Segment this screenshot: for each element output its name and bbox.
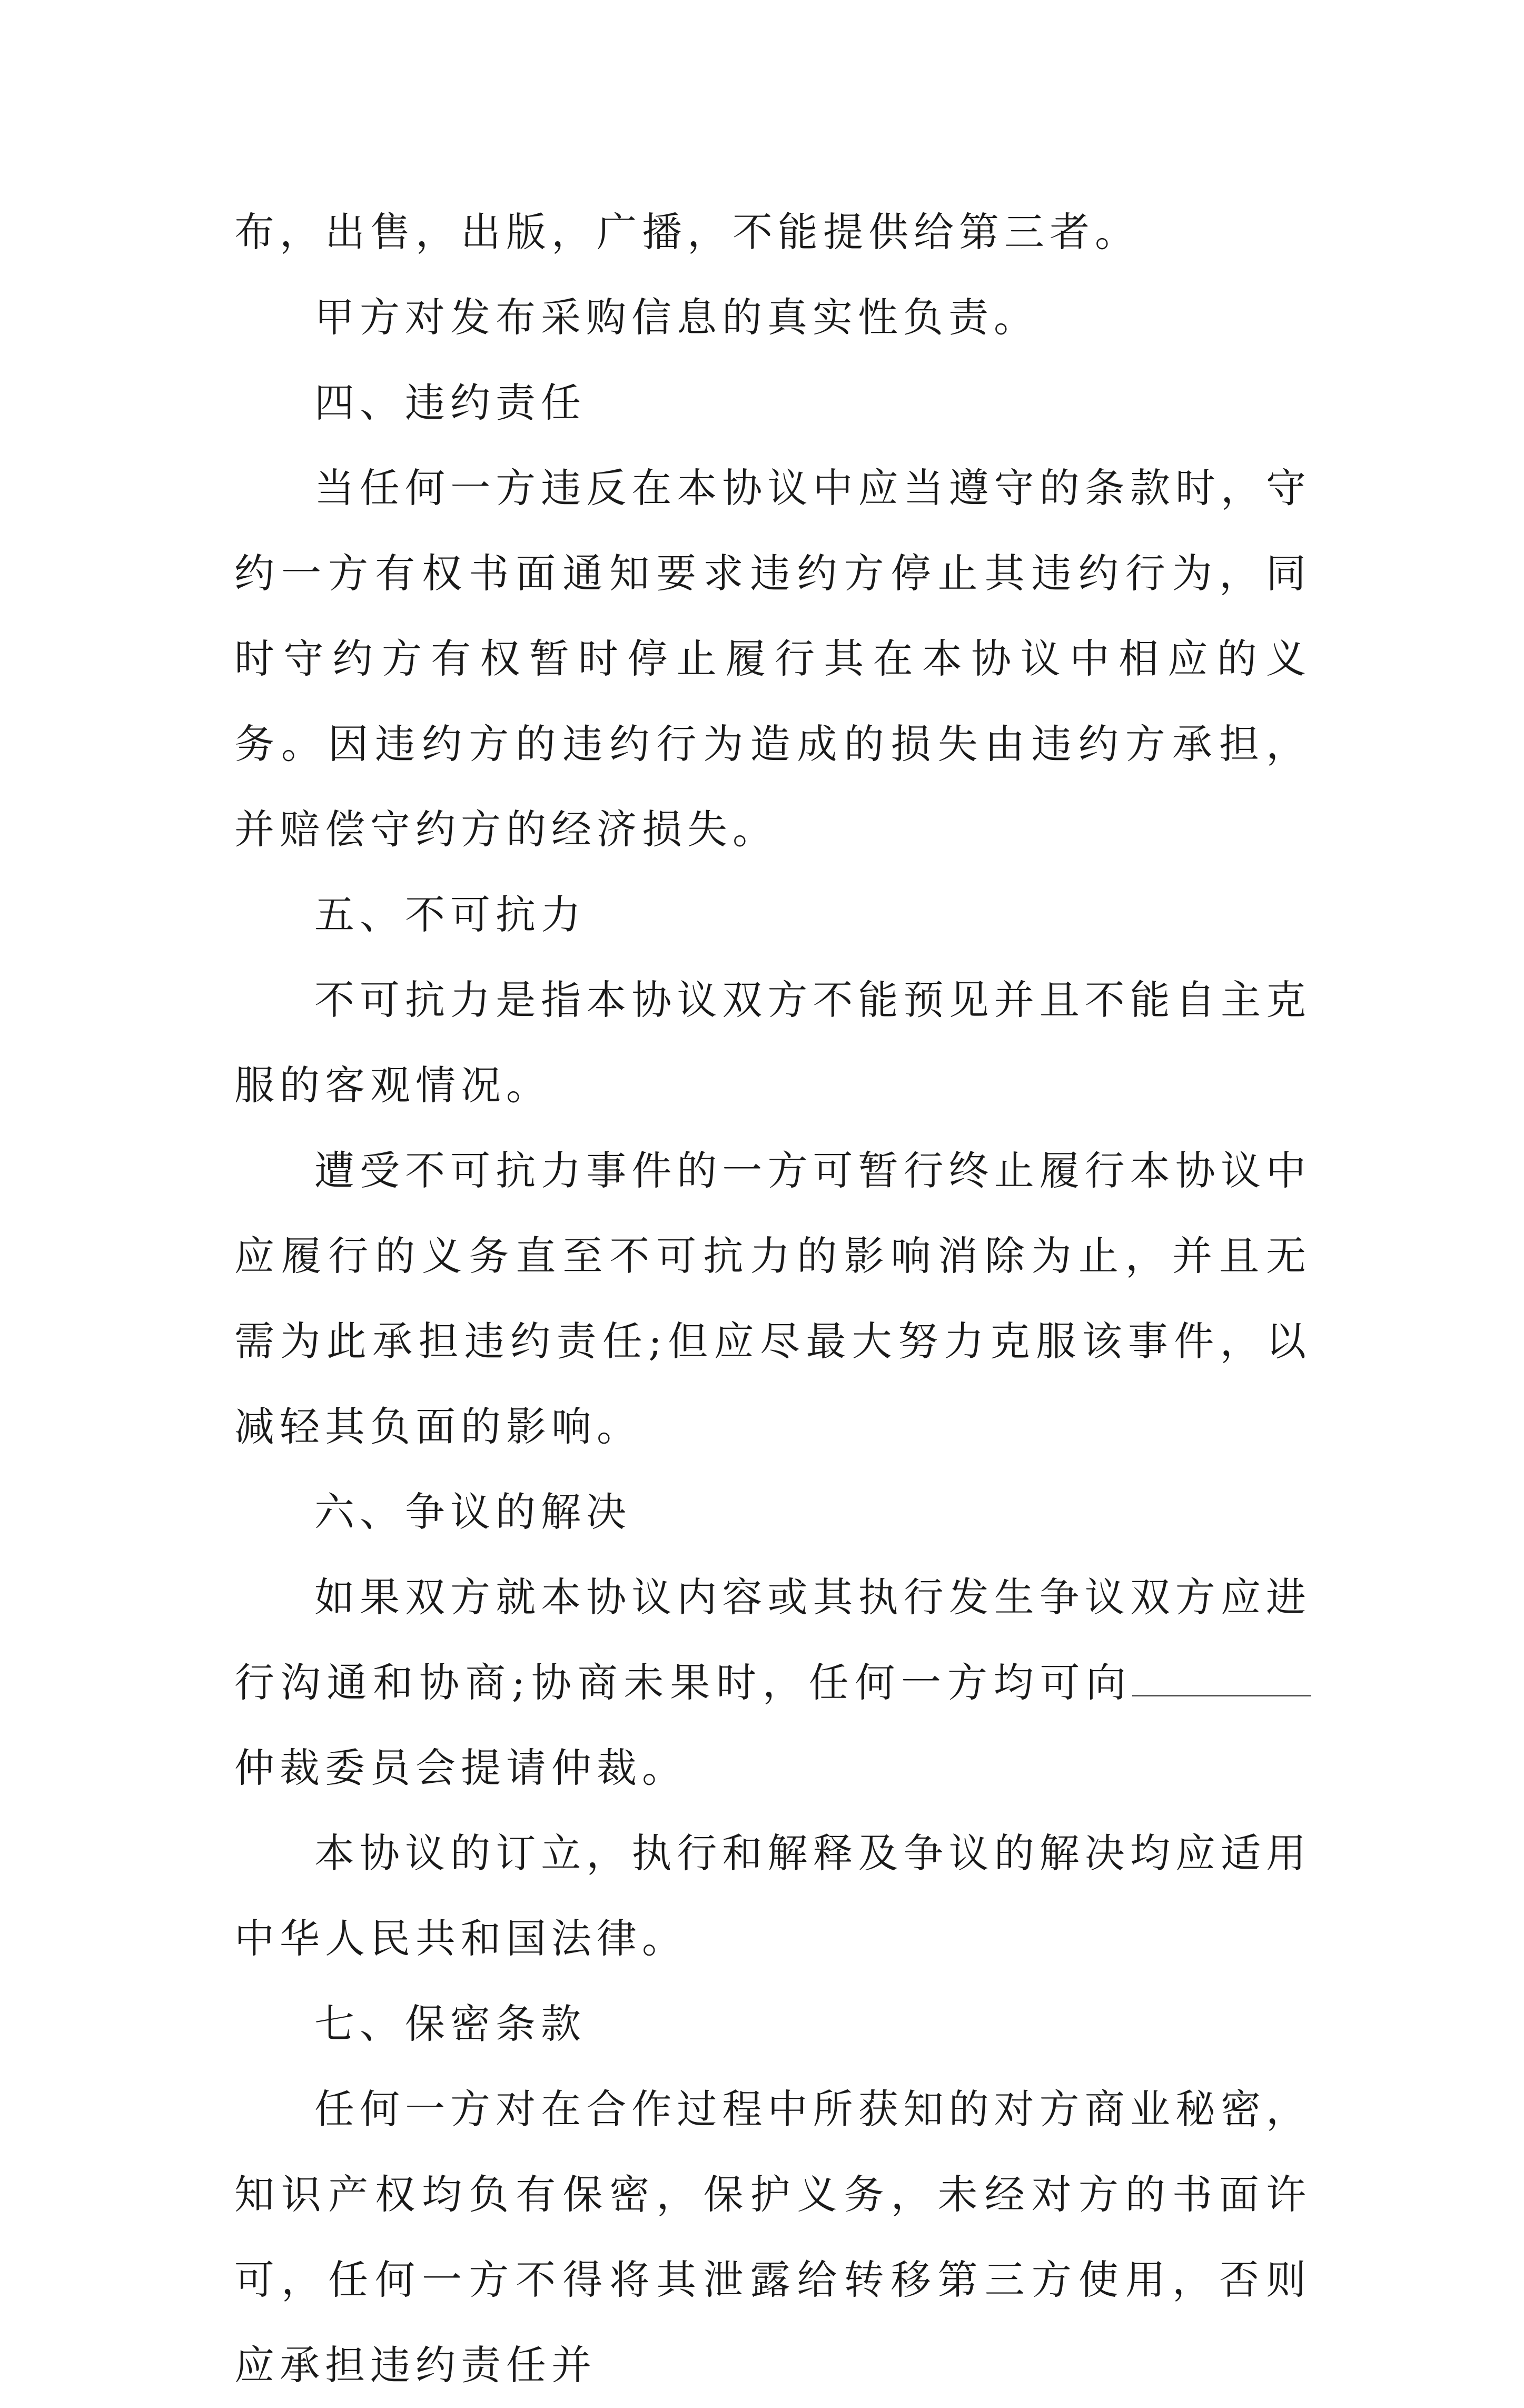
paragraph-continued: 布，出售，出版，广播，不能提供给第三者。 — [234, 209, 1140, 255]
paragraph-force-majeure-definition: 不可抗力是指本协议双方不能预见并且不能自主克服的客观情况。 — [234, 976, 1311, 1109]
paragraph-confidentiality: 任何一方对在合作过程中所获知的对方商业秘密，知识产权均负有保密，保护义务，未经对方的书面许可，任何一方不得将其泄露给转移第三方使用，否则应承担违约责任并 — [234, 2086, 1311, 2389]
section-heading-force-majeure: 五、不可抗力 — [314, 891, 586, 938]
section-heading-dispute: 六、争议的解决 — [314, 1488, 631, 1535]
paragraph-dispute-arbitration — [234, 1555, 1311, 1811]
paragraph-force-majeure-effect: 遭受不可抗力事件的一方可暂行终止履行本协议中应履行的义务直至不可抗力的影响消除为止，并且无需为此承担违约责任;但应尽最大努力克服该事件，以减轻其负面的影响。 — [234, 1147, 1311, 1450]
dispute-text-before-blank: 如果双方就本协议内容或其执行发生争议双方应进行沟通和协商;协商未果时，任何一方均可向 — [234, 1574, 1311, 1706]
dispute-text-after-blank: 仲裁委员会提请仲裁。 — [234, 1744, 687, 1791]
arbitration-blank-field — [1132, 1658, 1311, 1696]
paragraph-governing-law: 本协议的订立，执行和解释及争议的解决均应适用中华人民共和国法律。 — [234, 1830, 1311, 1962]
section-heading-confidentiality: 七、保密条款 — [314, 2000, 586, 2047]
document-body — [234, 190, 1311, 2408]
paragraph-buyer-responsibility: 甲方对发布采购信息的真实性负责。 — [314, 294, 1039, 341]
paragraph-breach-liability: 当任何一方违反在本协议中应当遵守的条款时，守约一方有权书面通知要求违约方停止其违约行为，同时守约方有权暂时停止履行其在本协议中相应的义务。因违约方的违约行为造成的损失由违约方承担，并赔偿守约方的经济损失。 — [234, 465, 1311, 853]
section-heading-breach: 四、违约责任 — [314, 379, 586, 426]
